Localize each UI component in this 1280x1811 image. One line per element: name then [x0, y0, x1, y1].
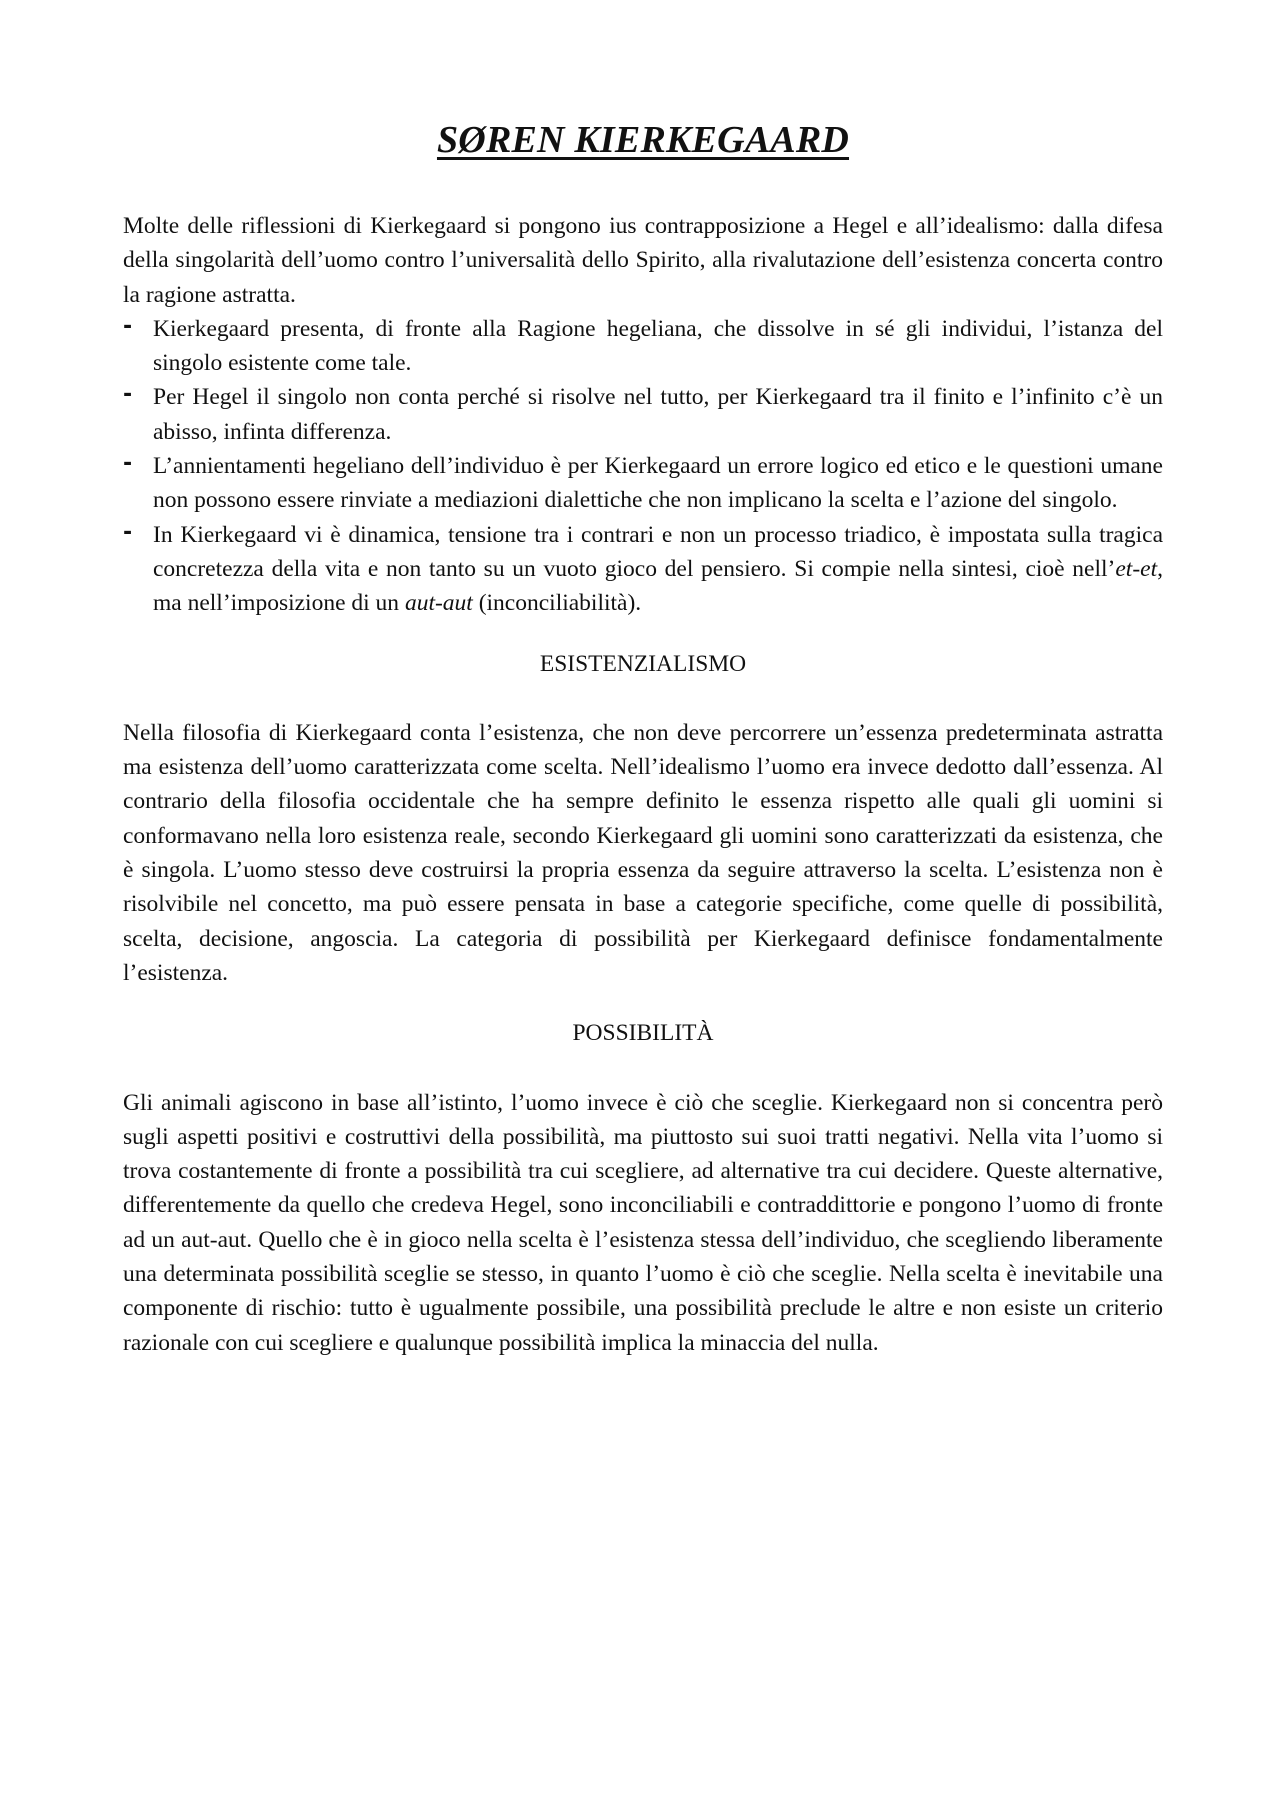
dash-bullet-icon: -	[123, 313, 133, 339]
dash-bullet-icon: -	[123, 519, 133, 545]
page-title: SØREN KIERKEGAARD	[436, 119, 850, 161]
bullet-text: Kierkegaard presenta, di fronte alla Ragione hegeliana, che dissolve in sé gli individui, l’istanza del singolo esistente come tale.	[153, 315, 1163, 377]
list-item	[123, 312, 1163, 381]
section-heading-possibilita: POSSIBILITÀ	[572, 1020, 714, 1047]
bullet-text-part: , ma nell’imposizione di un	[153, 555, 1163, 617]
bullet-text: Per Hegel il singolo non conta perché si risolve nel tutto, per Kierkegaard tra il finito e l’infinito c’è un abisso, infinta differenza.	[153, 384, 1163, 445]
intro-paragraph: Molte delle riflessioni di Kierkegaard si pongono ius contrapposizione a Hegel e all’idealismo: dalla difesa della singolarità dell’uomo contro l’universalità dello Spirito, alla rivalutazione dell’esistenza concerta contro la ragione astratta.	[123, 213, 1163, 308]
bullet-text-part: In Kierkegaard vi è dinamica, tensione tra i contrari e non un processo triadico, è impostata sulla tragica concretezza della vita e non tanto su un vuoto gioco del pensiero. Si compie nella sintesi, cioè nell’	[153, 521, 1163, 582]
list-item	[123, 518, 1163, 621]
section-paragraph-esistenzialismo: Nella filosofia di Kierkegaard conta l’esistenza, che non deve percorrere un’essenza predeterminata astratta ma esistenza dell’uomo caratterizzata come scelta. Nell’idealismo l’uomo era invece dedotto dall’essenza. Al contrario della filosofia occidentale che ha sempre definito le essenza rispetto alle quali gli uomini si conformavano nella loro esistenza reale, secondo Kierkegaard gli uomini sono caratterizzati da esistenza, che è singola. L’uomo stesso deve costruirsi la propria essenza da seguire attraverso la scelta. L’esistenza non è risolvibile nel concetto, ma può essere pensata in base a categorie specifiche, come quelle di possibilità, scelta, decisione, angoscia. La categoria di possibilità per Kierkegaard definisce fondamentalmente l’esistenza.	[123, 719, 1163, 986]
bullet-text-emphasis: aut-aut	[404, 590, 473, 617]
dash-bullet-icon: -	[123, 451, 133, 477]
bullet-text: L’annientamenti hegeliano dell’individuo è per Kierkegaard un errore logico ed etico e le questioni umane non possono essere rinviate a mediazioni dialettiche che non implicano la scelta e l’azione del singolo.	[153, 453, 1163, 514]
dash-bullet-icon: -	[123, 382, 133, 408]
bullet-text-emphasis: et-et	[1115, 555, 1158, 582]
section-paragraph-possibilita: Gli animali agiscono in base all’istinto, l’uomo invece è ciò che sceglie. Kierkegaard non si concentra però sugli aspetti positivi e costruttivi della possibilità, ma piuttosto sui suoi tratti negativi. Nella vita l’uomo si trova costantemente di fronte a possibilità tra cui scegliere, ad alternative tra cui decidere. Queste alternative, differentemente da quello che credeva Hegel, sono inconciliabili e contraddittorie e pongono l’uomo di fronte ad un aut-aut. Quello che è in gioco nella scelta è l’esistenza stessa dell’individuo, che scegliendo liberamente una determinata possibilità sceglie se stesso, in quanto l’uomo è ciò che sceglie. Nella scelta è inevitabile una componente di rischio: tutto è ugualmente possibile, una possibilità preclude le altre e non esiste un criterio razionale con cui scegliere e qualunque possibilità implica la minaccia del nulla.	[123, 1089, 1163, 1356]
bullet-list	[123, 312, 1163, 621]
section-heading-esistenzialismo: ESISTENZIALISMO	[539, 650, 747, 677]
list-item	[123, 449, 1163, 518]
list-item	[123, 380, 1163, 449]
document-page	[123, 118, 1163, 1360]
bullet-text-part: (inconciliabilità).	[472, 590, 642, 617]
